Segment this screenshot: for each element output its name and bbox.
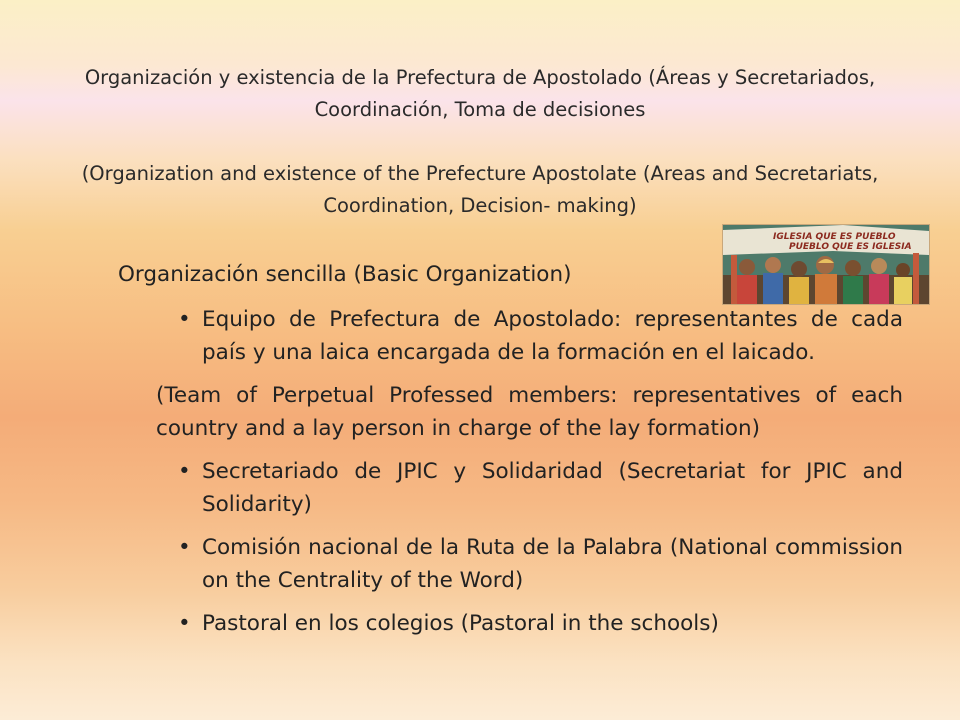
bullet-item-prefecture-team (178, 303, 903, 369)
slide-body (118, 258, 903, 650)
bullet-icon: • (178, 611, 191, 636)
bullet-icon: • (178, 459, 191, 484)
slide-title (30, 62, 930, 222)
section-heading: Organización sencilla (Basic Organization) (118, 262, 572, 287)
bullet-icon: • (178, 307, 191, 332)
bullet-item-commission (178, 531, 903, 597)
bullet-text: Equipo de Prefectura de Apostolado: representantes de cada país y una laica encargada de la formación en el laicado. (202, 307, 903, 365)
translation-paragraph: (Team of Perpetual Professed members: representatives of each country and a lay person in charge of the lay formation) (156, 383, 903, 441)
banner-line-2: PUEBLO QUE ES IGLESIA (789, 242, 912, 252)
bullet-text: Pastoral en los colegios (Pastoral in the schools) (202, 611, 719, 636)
bullet-item-jpic (178, 455, 903, 521)
bullet-text: Secretariado de JPIC y Solidaridad (Secretariat for JPIC and Solidarity) (202, 459, 903, 517)
slide-title-english: (Organization and existence of the Prefecture Apostolate (Areas and Secretariats, Coordination, Decision- making) (81, 162, 879, 217)
bullet-text: Comisión nacional de la Ruta de la Palabra (National commission on the Centrality of the Word) (202, 535, 903, 593)
bullet-item-pastoral (178, 607, 903, 640)
bullet-icon: • (178, 535, 191, 560)
slide-title-spanish: Organización y existencia de la Prefectura de Apostolado (Áreas y Secretariados, Coordinación, Toma de decisiones (84, 66, 876, 121)
banner-line-1: IGLESIA QUE ES PUEBLO (773, 232, 896, 242)
